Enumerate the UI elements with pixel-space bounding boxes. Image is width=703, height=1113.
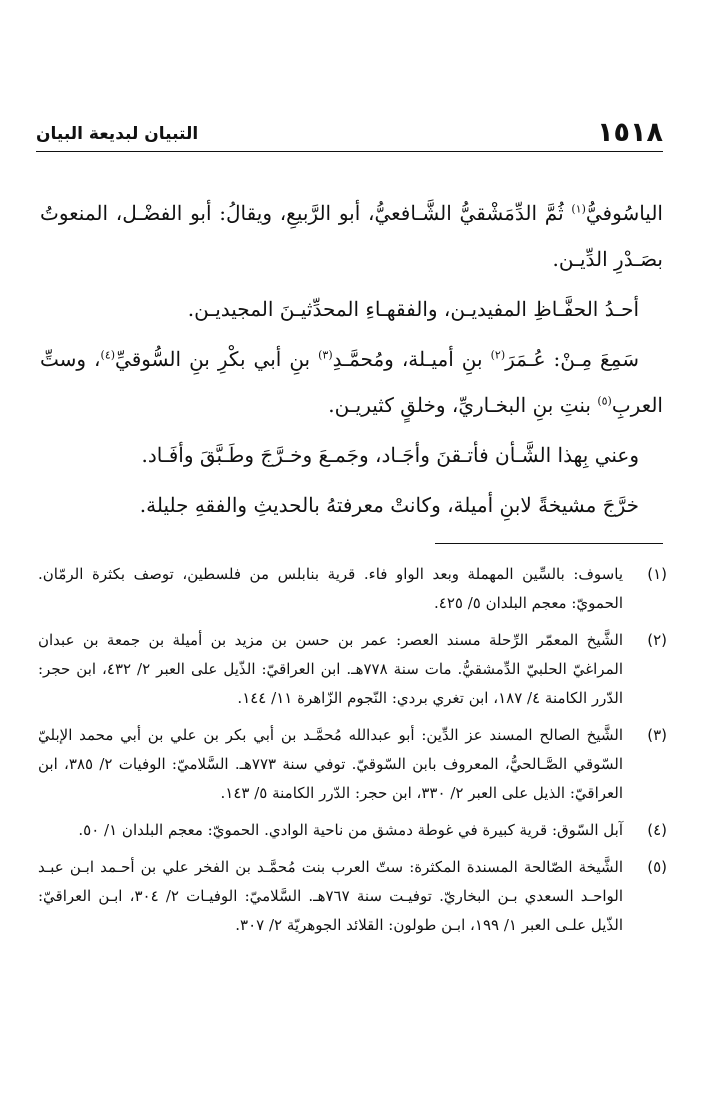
footnote-5 [38,853,667,940]
footnote-text: الشَّيخ الصالح المسند عز الدِّين: أبو عبدالله مُحمَّـد بن أبي بكر بن علي بن أبي محمد الإبليّ السّوقي الصَّـالحيُّ، المعروف بابن السّوقيّ. توفي سنة ٧٧٣هـ. السَّلاميّ: الوفيات ٢/ ٣٨٥، ابن العراقيّ: الذيل على العبر ٢/ ٣٣٠، ابن حجر: الدّرر الكامنة ٥/ ١٤٣. [38,726,623,802]
header-divider [36,151,663,152]
footnote-number: (٥) [647,858,667,876]
page-number: ١٥١٨ [597,117,663,148]
footnote-ref-3: (٣) [318,348,333,362]
footnote-ref-5: (٥) [597,394,612,408]
main-text [40,190,663,532]
footnote-1 [38,560,667,618]
paragraph-5: خرَّجَ مشيخةً لابنِ أميلة، وكانتْ معرفتهُ بالحديثِ والفقهِ جليلة. [139,493,639,517]
paragraph-4: وعني بِهذا الشَّـأن فأتـقنَ وأجَـاد، وجَمـعَ وخـرَّجَ وطَـبَّقَ وأفَـاد. [141,443,639,467]
text-run: ثُمَّ الدِّمَشْقيُّ الشَّـافعيُّ، أبو الرَّبيعِ، ويقالُ: أبو الفضْـل، المنعوتُ بصَـدْرِ الدِّيـن. [40,201,663,271]
footnotes [38,560,667,948]
page-header [36,112,663,148]
paragraph-1 [40,190,663,282]
footnote-3 [38,721,667,808]
footnote-2 [38,626,667,713]
paragraph-3 [40,336,663,428]
text-run: بنِ أبي بكْرِ بنِ السُّوقيِّ [115,347,319,371]
text-run: بنِ أميـلة، ومُحمَّـدِ [332,347,491,371]
text-run: ، وستِّ العربِ [40,347,663,417]
text-run: سَمِعَ مِـنْ: عُـمَرَ [505,347,639,371]
footnote-number: (٣) [647,726,667,744]
text-run: الياسُوفيُّ [585,201,663,225]
paragraph-2: أحـدُ الحفَّـاظِ المفيديـن، والفقهـاءِ المحدِّثيـنَ المجيديـن. [187,297,639,321]
book-title: التبيان لبديعة البيان [36,124,199,144]
footnote-text: ياسوف: بالسِّين المهملة وبعد الواو فاء. قرية بنابلس من فلسطين، توصف بكثرة الرمّان. الحمويّ: معجم البلدان ٥/ ٤٢٥. [38,565,623,612]
footnote-text: آبل السّوق: قرية كبيرة في غوطة دمشق من ناحية الوادي. الحمويّ: معجم البلدان ١/ ٥٠. [78,821,623,839]
footnote-divider [435,543,663,544]
footnote-number: (٤) [647,821,667,839]
footnote-number: (١) [647,565,667,583]
footnote-number: (٢) [647,631,667,649]
footnote-4 [38,816,667,845]
footnote-ref-2: (٢) [490,348,506,362]
footnote-text: الشَّيخة الصّالحة المسندة المكثرة: ستّ العرب بنت مُحمَّـد بن الفخر علي بن أحـمد ابـن عبـد الواحـد السعدي بـن البخاريّ. توفيـت سنة ٧٦٧هـ. السَّلاميّ: الوفيـات ٢/ ٣٠٤، ابـن العراقيّ: الذّيل علـى العبر ١/ ١٩٩، ابـن طولون: القلائد الجوهريّة ٢/ ٣٠٧. [38,858,624,934]
footnote-ref-1: (١) [571,202,586,216]
text-run: بنتِ بنِ البخـاريِّ، وخلقٍ كثيريـن. [328,393,598,417]
footnote-ref-4: (٤) [100,348,116,362]
footnote-text: الشَّيخ المعمّر الرِّحلة مسند العصر: عمر بن حسن بن مزيد بن أميلة بن جمعة بن عبدان المراغيّ الحلبيّ الدِّمشقيُّ. مات سنة ٧٧٨هـ. ابن العراقيّ: الذّيل على العبر ٢/ ٤٣٢، ابن حجر: الدّرر الكامنة ٤/ ١٨٧، ابن تغري بردي: النّجوم الزّاهرة ١١/ ١٤٤. [38,631,623,707]
